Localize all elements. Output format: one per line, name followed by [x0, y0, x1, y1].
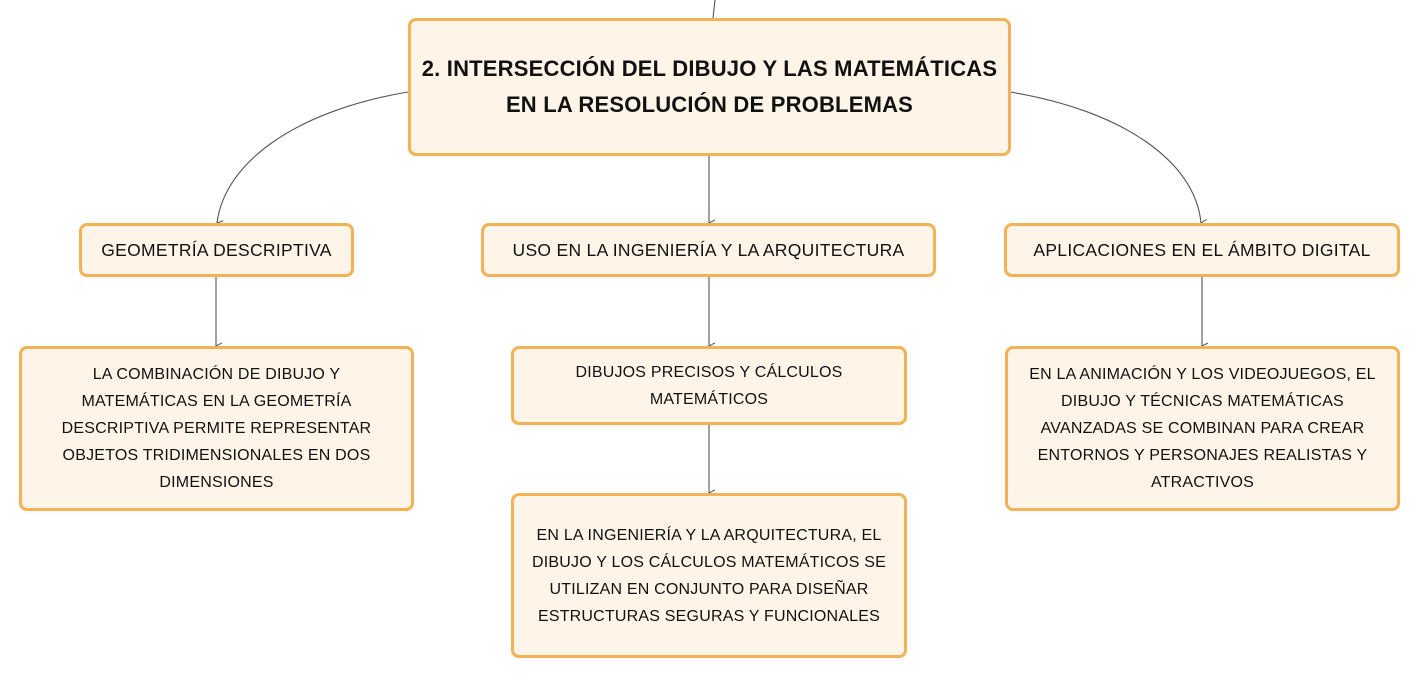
- topic-label: USO EN LA INGENIERÍA Y LA ARQUITECTURA: [512, 239, 905, 260]
- topic-aplicaciones-ambito-digital[interactable]: [1004, 223, 1400, 277]
- subtopic-label: LA COMBINACIÓN DE DIBUJO Y MATEMÁTICAS EN LA GEOMETRÍA DESCRIPTIVA PERMITE REPRESENTAR OBJETOS TRIDIMENSIONALES EN DOS DIMENSIONES: [61, 366, 372, 491]
- root-topic[interactable]: [408, 18, 1011, 156]
- root-topic-label: 2. INTERSECCIÓN DEL DIBUJO Y LAS MATEMÁTICAS EN LA RESOLUCIÓN DE PROBLEMAS: [421, 56, 998, 117]
- topic-label: GEOMETRÍA DESCRIPTIVA: [101, 239, 332, 260]
- topic-geometria-descriptiva[interactable]: [79, 223, 354, 277]
- connector-root-to-geometria: [217, 92, 408, 223]
- subtopic-label: EN LA ANIMACIÓN Y LOS VIDEOJUEGOS, EL DIBUJO Y TÉCNICAS MATEMÁTICAS AVANZADAS SE COMBINAN PARA CREAR ENTORNOS Y PERSONAJES REALISTAS Y ATRACTIVOS: [1029, 366, 1376, 491]
- topic-uso-ingenieria-arquitectura[interactable]: [481, 223, 936, 277]
- subtopic-digital-detail[interactable]: [1005, 346, 1400, 511]
- connector-root-to-digital: [1010, 92, 1201, 223]
- subtopic-geometria-detail[interactable]: [19, 346, 414, 511]
- subtopic-ingenieria-detail[interactable]: [511, 493, 907, 658]
- connector-parent-to-root: [713, 0, 715, 18]
- subtopic-label: EN LA INGENIERÍA Y LA ARQUITECTURA, EL DIBUJO Y LOS CÁLCULOS MATEMÁTICOS SE UTILIZAN EN CONJUNTO PARA DISEÑAR ESTRUCTURAS SEGURAS Y FUNCIONALES: [532, 526, 886, 625]
- subtopic-label: DIBUJOS PRECISOS Y CÁLCULOS MATEMÁTICOS: [575, 363, 843, 408]
- topic-label: APLICACIONES EN EL ÁMBITO DIGITAL: [1033, 239, 1371, 260]
- subtopic-dibujos-precisos[interactable]: [511, 346, 907, 425]
